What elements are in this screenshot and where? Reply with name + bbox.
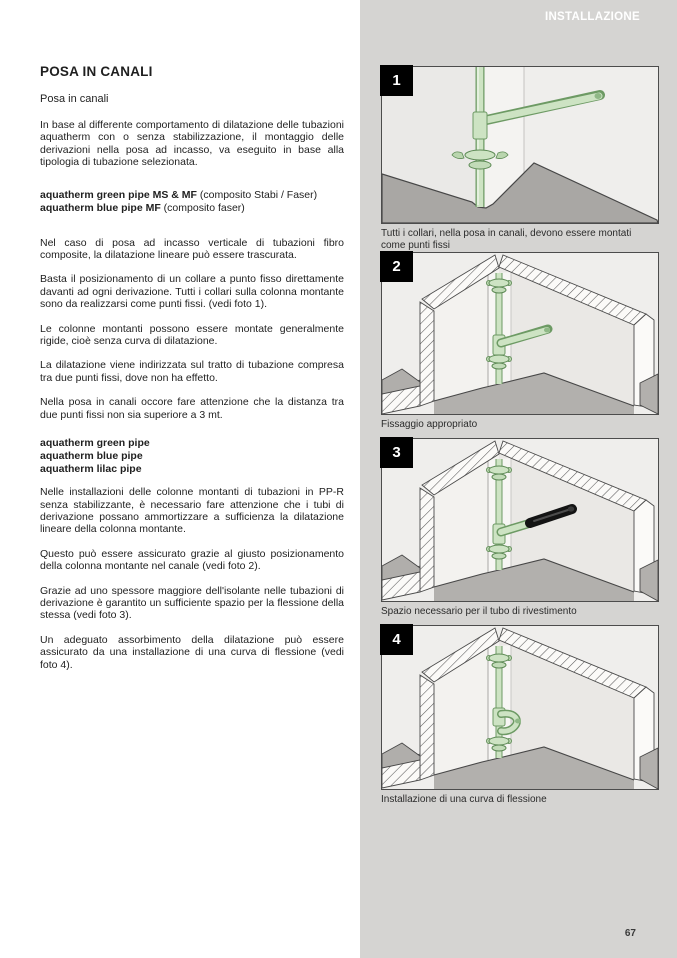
- product-line: [40, 189, 344, 202]
- figure-number-badge: 4: [380, 624, 413, 655]
- figure-3-photo: [381, 438, 659, 602]
- product-line: aquatherm green pipe: [40, 437, 150, 450]
- product-desc: (composito Stabi / Faser): [196, 188, 318, 201]
- product-line: [40, 202, 344, 215]
- page-number: 67: [624, 928, 636, 939]
- paragraph: Nelle installazioni delle colonne montanti di tubazioni in PP-R senza stabilizzante, è necessario fare attenzione che i tubi di derivazione possano ammortizzare a sufficienza la dilatazione lineare della colonna montante.: [40, 486, 344, 536]
- figure-number-badge: 3: [380, 437, 413, 468]
- paragraph: Le colonne montanti possono essere montate generalmente rigide, cioè senza curva di dilatazione.: [40, 322, 344, 348]
- figure-4-photo: [381, 625, 659, 790]
- page-title: POSA IN CANALI: [40, 64, 153, 79]
- figure-3: [381, 438, 657, 618]
- wall-cut-hatch: [420, 302, 434, 406]
- section-header: INSTALLAZIONE: [544, 11, 640, 23]
- pipe-corner-illustration: [382, 67, 658, 223]
- product-line: aquatherm lilac pipe: [40, 463, 142, 476]
- photo-panel: [360, 0, 677, 958]
- figure-caption: Tutti i collari, nella posa in canali, devono essere montati come punti fissi: [381, 228, 632, 251]
- page-subtitle: Posa in canali: [40, 93, 109, 105]
- figure-caption: Spazio necessario per il tubo di rivestimento: [381, 606, 577, 617]
- figure-caption: Installazione di una curva di flessione: [381, 794, 547, 805]
- figure-caption: Fissaggio appropriato: [381, 419, 478, 430]
- wall-cut-hatch: [420, 488, 434, 592]
- wall-corner-illustration: [382, 439, 658, 601]
- product-list-plain: [40, 437, 344, 476]
- paragraph: Nella posa in canali occore fare attenzione che la distanza tra due punti fissi non sia superiore a 3 mt.: [40, 396, 344, 421]
- paragraph-intro: In base al differente comportamento di dilatazione delle tubazioni aquatherm con o senza stabilizzazione, il montaggio delle derivazioni nella posa ad incasso, va eseguito in base alla tipologia di tubazione selezionata.: [40, 119, 344, 169]
- paragraph: Questo può essere assicurato grazie al giusto posizionamento della colonna montante nel canale (vedi foto 2).: [40, 547, 344, 573]
- product-list-composite: [40, 189, 344, 215]
- wall-corner-illustration: [382, 253, 658, 414]
- figure-2-photo: [381, 252, 659, 415]
- text-column: [40, 64, 344, 683]
- figure-number-badge: 2: [380, 251, 413, 282]
- figure-number-badge: 1: [380, 65, 413, 96]
- figure-1-photo: [381, 66, 659, 224]
- paragraph: La dilatazione viene indirizzata sul tratto di tubazione compresa tra due punti fissi, dove non ha effetto.: [40, 359, 344, 384]
- paragraph: Nel caso di posa ad incasso verticale di tubazioni fibro composite, la dilatazione lineare può essere trascurata.: [40, 236, 344, 262]
- tee-fitting: [473, 112, 487, 139]
- figure-4: [381, 625, 657, 806]
- paragraph: Basta il posizionamento di un collare a punto fisso direttamente davanti ad ogni derivazione. Tutti i collari sulla colonna montante sono da realizzarsi come punti fissi. (vedi foto 1).: [40, 273, 344, 311]
- paragraph: Un adeguato assorbimento della dilatazione può essere assicurato da una installazione di una curva di flessione (vedi foto 4).: [40, 633, 344, 671]
- figure-2: [381, 252, 657, 431]
- wall-cut-hatch: [420, 675, 434, 780]
- product-name: aquatherm green pipe MS & MF: [40, 188, 197, 201]
- product-name: aquatherm blue pipe MF: [40, 201, 161, 214]
- paragraph: Grazie ad uno spessore maggiore dell'isolante nelle tubazioni di derivazione è garantito un sufficiente spazio per la flessione della stessa (vedi foto 3).: [40, 584, 344, 622]
- product-desc: (composito faser): [160, 201, 245, 214]
- product-line: aquatherm blue pipe: [40, 450, 143, 463]
- figure-1: [381, 66, 657, 251]
- wall-corner-illustration: [382, 626, 658, 789]
